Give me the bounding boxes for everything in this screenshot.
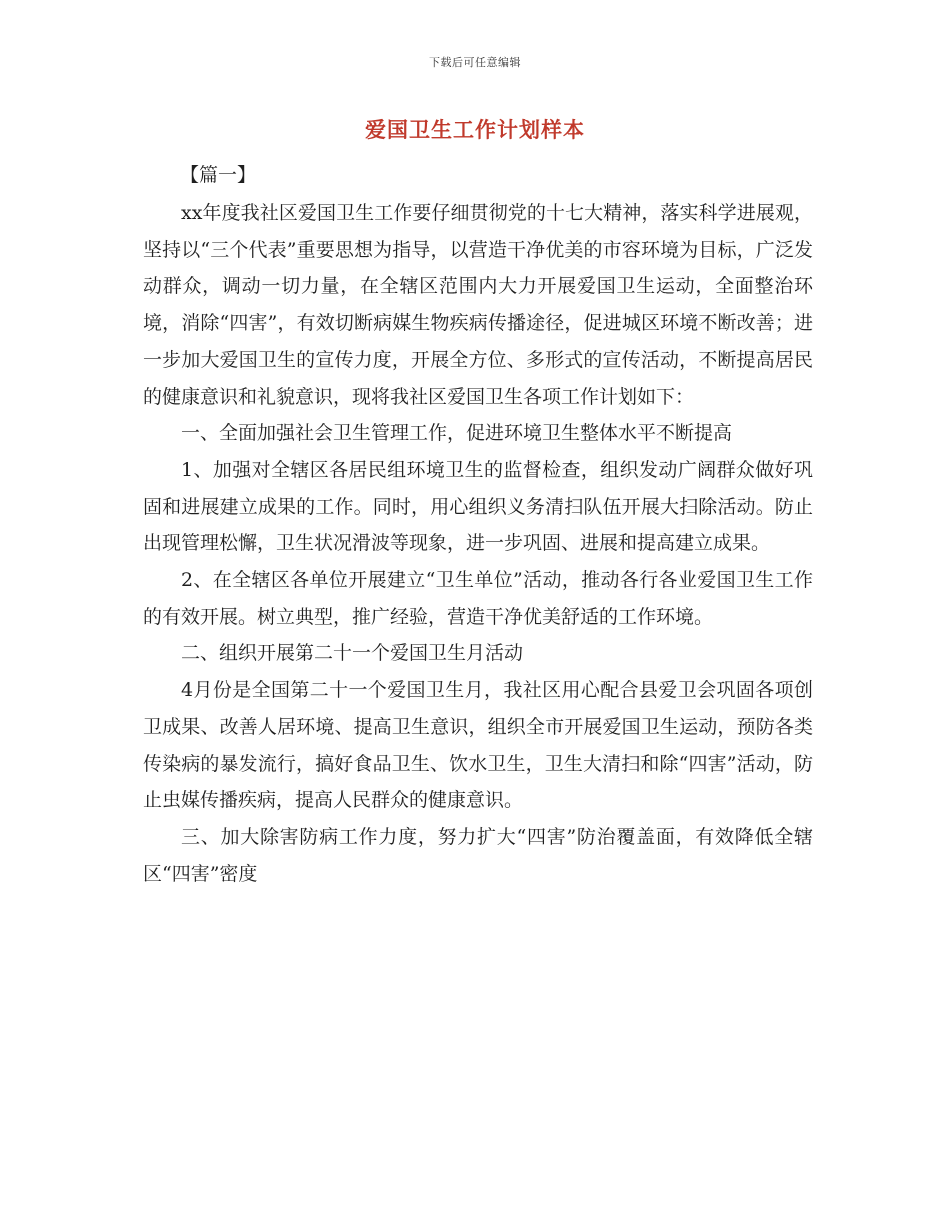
header-note: 下载后可任意编辑 (429, 56, 521, 69)
heading-section-3: 三、加大除害防病工作力度，努力扩大“四害”防治覆盖面，有效降低全辖区“四害”密度 (143, 825, 813, 885)
document-body (143, 195, 813, 892)
heading-section-2: 二、组织开展第二十一个爱国卫生月活动 (181, 642, 524, 665)
heading-section-1: 一、全面加强社会卫生管理工作，促进环境卫生整体水平不断提高 (181, 422, 733, 445)
paragraph-health-month: 4月份是全国第二十一个爱国卫生月，我社区用心配合县爱卫会巩固各项创卫成果、改善人居环境、提高卫生意识，组织全市开展爱国卫生运动，预防各类传染病的暴发流行，搞好食品卫生、饮水卫生，卫生大清扫和除“四害”活动，防止虫媒传播疾病，提高人民群众的健康意识。 (143, 679, 813, 812)
paragraph-intro: xx年度我社区爱国卫生工作要仔细贯彻党的十七大精神，落实科学进展观，坚持以“三个代表”重要思想为指导，以营造干净优美的市容环境为目标，广泛发动群众，调动一切力量，在全辖区范围内大力开展爱国卫生运动，全面整治环境，消除“四害”，有效切断病媒生物疾病传播途径，促进城区环境不断改善；进一步加大爱国卫生的宣传力度，开展全方位、多形式的宣传活动，不断提高居民的健康意识和礼貌意识，现将我社区爱国卫生各项工作计划如下： (143, 202, 813, 408)
section-label: 【篇一】 (180, 164, 257, 186)
paragraph-item-2: 2、在全辖区各单位开展建立“卫生单位”活动，推动各行各业爱国卫生工作的有效开展。树立典型，推广经验，营造干净优美舒适的工作环境。 (143, 569, 813, 628)
paragraph-item-1: 1、加强对全辖区各居民组环境卫生的监督检查，组织发动广阔群众做好巩固和进展建立成果的工作。同时，用心组织义务清扫队伍开展大扫除活动。防止出现管理松懈，卫生状况滑波等现象，进一步巩固、进展和提高建立成果。 (143, 458, 813, 555)
document-title: 爱国卫生工作计划样本 (365, 117, 585, 142)
